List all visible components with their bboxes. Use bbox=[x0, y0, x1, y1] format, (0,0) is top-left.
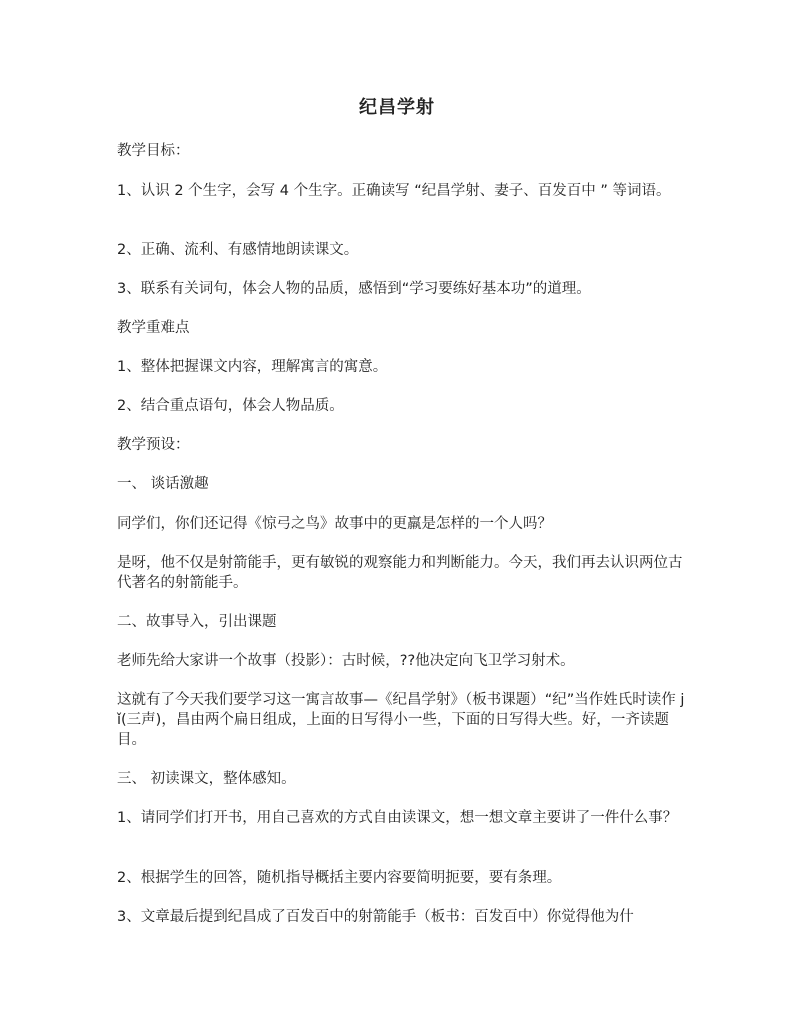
paragraph: 是呀，他不仅是射箭能手，更有敏锐的观察能力和判断能力。今天，我们再去认识两位古代著名的射箭能手。 bbox=[117, 555, 683, 591]
step-heading-1: 一、 谈话激趣 bbox=[117, 476, 209, 492]
paragraph: 3、文章最后提到纪昌成了百发百中的射箭能手（板书：百发百中）你觉得他为什 bbox=[117, 909, 634, 925]
step-heading-3: 三、 初读课文，整体感知。 bbox=[117, 771, 296, 787]
paragraph: 老师先给大家讲一个故事（投影）：古时候，??他决定向飞卫学习射术。 bbox=[117, 653, 575, 669]
paragraph: 这就有了今天我们要学习这一寓言故事—《纪昌学射》（板书课题）“纪”当作姓氏时读作 jǐ(三声)，昌由两个扁日组成，上面的日写得小一些，下面的日写得大些。好，一齐读题目。 bbox=[117, 692, 685, 748]
paragraph: 1、请同学们打开书，用自己喜欢的方式自由读课文，想一想文章主要讲了一件什么事？ bbox=[117, 810, 678, 826]
key-point-item-2: 2、结合重点语句，体会人物品质。 bbox=[117, 398, 344, 414]
step-heading-2: 二、故事导入，引出课题 bbox=[117, 614, 277, 630]
paragraph: 同学们，你们还记得《惊弓之鸟》故事中的更羸是怎样的一个人吗？ bbox=[117, 516, 552, 532]
objective-item-2: 2、正确、流利、有感情地朗读课文。 bbox=[117, 242, 359, 258]
objective-item-1: 1、认识 2 个生字，会写 4 个生字。正确读写 “纪昌学射、妻子、百发百中 ” 等词语。 bbox=[117, 183, 671, 199]
section-heading-key-points: 教学重难点 bbox=[117, 320, 190, 336]
document-title: 纪昌学射 bbox=[359, 97, 435, 118]
section-heading-objectives: 教学目标： bbox=[117, 143, 190, 159]
key-point-item-1: 1、整体把握课文内容，理解寓言的寓意。 bbox=[117, 359, 388, 375]
paragraph: 2、根据学生的回答，随机指导概括主要内容要简明扼要，要有条理。 bbox=[117, 870, 562, 886]
section-heading-preset: 教学预设： bbox=[117, 437, 190, 453]
objective-item-3: 3、联系有关词句，体会人物的品质，感悟到“学习要练好基本功”的道理。 bbox=[117, 281, 591, 297]
